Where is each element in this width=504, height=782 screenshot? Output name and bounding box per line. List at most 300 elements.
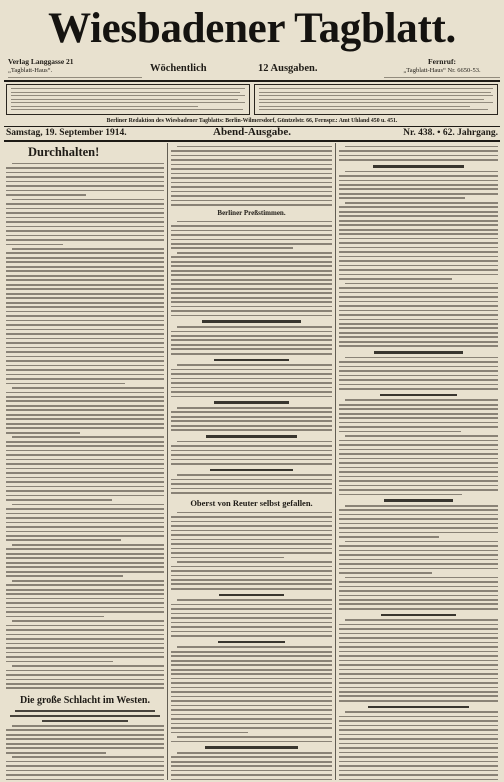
subheading bbox=[373, 165, 464, 168]
text-line bbox=[339, 599, 498, 601]
text-line bbox=[6, 490, 164, 492]
text-line bbox=[339, 729, 498, 731]
text-line bbox=[6, 369, 164, 371]
deck-line bbox=[15, 710, 156, 712]
text-line bbox=[6, 566, 164, 568]
text-line bbox=[339, 467, 498, 469]
text-line bbox=[171, 378, 332, 380]
text-line bbox=[6, 647, 164, 649]
text-line bbox=[171, 700, 332, 702]
text-line bbox=[12, 725, 164, 727]
text-line bbox=[339, 554, 498, 556]
text-line bbox=[6, 593, 164, 595]
text-line bbox=[177, 441, 332, 443]
text-line bbox=[171, 608, 332, 610]
text-line bbox=[339, 426, 498, 428]
text-line bbox=[6, 392, 164, 394]
text-line bbox=[6, 378, 164, 380]
subheading bbox=[218, 641, 286, 644]
text-line bbox=[6, 513, 164, 515]
text-line bbox=[339, 211, 498, 213]
text-line bbox=[339, 774, 498, 776]
text-line bbox=[339, 444, 498, 446]
text-line bbox=[339, 260, 498, 262]
text-line bbox=[339, 247, 498, 249]
text-line bbox=[6, 172, 164, 174]
text-line bbox=[6, 602, 164, 604]
text-line bbox=[339, 536, 439, 538]
text-line bbox=[339, 296, 498, 298]
text-line bbox=[171, 369, 332, 371]
text-line bbox=[339, 518, 498, 520]
text-line bbox=[171, 382, 332, 384]
text-line bbox=[345, 541, 498, 543]
text-line bbox=[6, 423, 164, 425]
text-line bbox=[171, 651, 332, 653]
text-line bbox=[6, 674, 164, 676]
issue-number: Nr. 438. • 62. Jahrgang. bbox=[403, 128, 498, 138]
text-line bbox=[339, 233, 498, 235]
text-line bbox=[6, 427, 164, 429]
text-line bbox=[339, 756, 498, 758]
text-line bbox=[339, 278, 452, 280]
text-line bbox=[339, 388, 498, 390]
text-line bbox=[6, 743, 164, 745]
text-line bbox=[339, 305, 498, 307]
text-line bbox=[339, 287, 498, 289]
text-line bbox=[339, 489, 498, 491]
text-line bbox=[345, 399, 498, 401]
text-line bbox=[171, 234, 332, 236]
text-line bbox=[171, 664, 332, 666]
text-line bbox=[171, 225, 332, 227]
text-line bbox=[171, 516, 332, 518]
text-line bbox=[339, 206, 498, 208]
text-line bbox=[6, 208, 164, 210]
text-line bbox=[171, 256, 332, 258]
text-line bbox=[6, 557, 164, 559]
text-line bbox=[171, 687, 332, 689]
text-line bbox=[339, 422, 498, 424]
subheading bbox=[205, 746, 298, 749]
text-line bbox=[345, 146, 498, 148]
text-line bbox=[339, 384, 498, 386]
text-line bbox=[6, 477, 164, 479]
text-line bbox=[339, 314, 498, 316]
text-line bbox=[171, 723, 332, 725]
text-line bbox=[339, 197, 465, 199]
publisher-address: Verlag Langgasse 21 bbox=[8, 57, 74, 66]
text-line bbox=[6, 284, 164, 286]
text-line bbox=[6, 235, 164, 237]
text-line bbox=[339, 319, 498, 321]
text-line bbox=[339, 453, 498, 455]
text-line bbox=[171, 727, 332, 729]
text-line bbox=[339, 581, 498, 583]
text-line bbox=[6, 463, 164, 465]
text-line bbox=[339, 752, 498, 754]
text-line bbox=[171, 204, 332, 206]
text-line bbox=[339, 523, 498, 525]
text-line bbox=[6, 531, 164, 533]
text-line bbox=[177, 561, 332, 563]
text-line bbox=[339, 449, 498, 451]
text-line bbox=[171, 631, 332, 633]
text-line bbox=[171, 570, 332, 572]
text-line bbox=[339, 664, 498, 666]
text-line bbox=[339, 514, 498, 516]
text-line bbox=[6, 190, 164, 192]
text-line bbox=[177, 407, 332, 409]
text-line bbox=[6, 607, 164, 609]
text-line bbox=[171, 243, 332, 245]
text-line bbox=[339, 413, 498, 415]
text-line bbox=[345, 711, 498, 713]
text-line bbox=[345, 505, 498, 507]
text-line bbox=[6, 535, 164, 537]
text-line bbox=[6, 374, 164, 376]
text-line bbox=[6, 365, 164, 367]
text-line bbox=[171, 297, 332, 299]
text-line bbox=[339, 274, 498, 276]
text-line bbox=[171, 454, 332, 456]
subheading bbox=[202, 320, 300, 323]
text-line bbox=[6, 288, 164, 290]
text-line bbox=[339, 691, 498, 693]
text-line bbox=[339, 242, 498, 244]
text-line bbox=[12, 163, 164, 165]
text-line bbox=[171, 566, 332, 568]
text-line bbox=[339, 761, 498, 763]
text-line bbox=[339, 550, 498, 552]
text-line bbox=[6, 481, 164, 483]
text-line bbox=[6, 679, 164, 681]
text-line bbox=[6, 329, 164, 331]
phone-number: „Tagblatt-Haus“ Nr. 6650-53. bbox=[403, 67, 481, 74]
text-line bbox=[171, 483, 332, 485]
text-line bbox=[171, 191, 332, 193]
text-line bbox=[12, 199, 164, 201]
text-line bbox=[345, 283, 498, 285]
text-line bbox=[6, 356, 164, 358]
text-line bbox=[6, 185, 164, 187]
text-line bbox=[339, 734, 498, 736]
text-line bbox=[6, 445, 164, 447]
text-line bbox=[6, 230, 164, 232]
text-line bbox=[171, 756, 332, 758]
text-line bbox=[6, 324, 164, 326]
text-line bbox=[171, 164, 332, 166]
text-line bbox=[171, 274, 332, 276]
text-line bbox=[339, 765, 498, 767]
text-line bbox=[6, 779, 164, 780]
text-line bbox=[6, 539, 121, 541]
column-2 bbox=[171, 143, 332, 780]
text-line bbox=[339, 743, 498, 745]
text-line bbox=[339, 159, 498, 161]
text-line bbox=[339, 462, 498, 464]
issue-date: Samstag, 19. September 1914. bbox=[6, 128, 127, 138]
text-line bbox=[6, 383, 125, 385]
text-line bbox=[6, 738, 164, 740]
text-line bbox=[6, 360, 164, 362]
text-line bbox=[171, 622, 332, 624]
text-line bbox=[171, 770, 332, 772]
text-line bbox=[6, 508, 164, 510]
text-line bbox=[339, 251, 498, 253]
text-line bbox=[6, 472, 164, 474]
text-line bbox=[339, 608, 498, 610]
frequency-count: 12 Ausgaben. bbox=[258, 63, 318, 74]
text-line bbox=[339, 532, 498, 534]
text-line bbox=[339, 725, 498, 727]
text-line bbox=[171, 761, 332, 763]
text-line bbox=[171, 353, 332, 355]
text-line bbox=[6, 306, 164, 308]
text-line bbox=[339, 624, 498, 626]
text-line bbox=[339, 224, 498, 226]
text-line bbox=[6, 761, 164, 763]
text-line bbox=[12, 580, 164, 582]
text-line bbox=[339, 590, 498, 592]
text-line bbox=[171, 429, 332, 431]
text-line bbox=[339, 603, 498, 605]
text-line bbox=[171, 588, 332, 590]
text-line bbox=[171, 270, 332, 272]
text-line bbox=[339, 150, 498, 152]
text-line bbox=[171, 552, 332, 554]
text-line bbox=[171, 150, 332, 152]
headline-oberst-von-reuter: Oberst von Reuter selbst gefallen. bbox=[190, 497, 313, 508]
text-line bbox=[339, 184, 498, 186]
text-line bbox=[339, 637, 498, 639]
column-1 bbox=[6, 143, 164, 780]
text-line bbox=[6, 203, 164, 205]
text-line bbox=[339, 301, 498, 303]
text-line bbox=[339, 779, 498, 780]
text-line bbox=[339, 256, 498, 258]
text-line bbox=[12, 387, 164, 389]
text-line bbox=[339, 370, 498, 372]
subheading bbox=[219, 594, 283, 597]
text-line bbox=[171, 691, 332, 693]
text-line bbox=[6, 752, 106, 754]
text-line bbox=[339, 417, 498, 419]
text-line bbox=[177, 326, 332, 328]
text-line bbox=[171, 288, 332, 290]
text-line bbox=[171, 301, 332, 303]
text-line bbox=[6, 643, 164, 645]
text-line bbox=[177, 221, 332, 223]
text-line bbox=[177, 474, 332, 476]
text-line bbox=[6, 297, 164, 299]
text-line bbox=[345, 435, 498, 437]
text-line bbox=[339, 345, 498, 347]
text-line bbox=[171, 159, 332, 161]
text-line bbox=[6, 571, 164, 573]
text-line bbox=[171, 459, 332, 461]
text-line bbox=[339, 229, 498, 231]
text-line bbox=[12, 436, 164, 438]
subheading bbox=[210, 469, 292, 472]
advertising-price-box bbox=[254, 84, 498, 115]
edition-label: Abend-Ausgabe. bbox=[213, 126, 291, 138]
text-line bbox=[339, 327, 498, 329]
text-line bbox=[339, 545, 498, 547]
text-line bbox=[339, 220, 498, 222]
text-line bbox=[6, 575, 123, 577]
text-line bbox=[171, 420, 332, 422]
deck-line bbox=[10, 715, 160, 717]
text-line bbox=[339, 563, 498, 565]
text-line bbox=[171, 387, 332, 389]
text-line bbox=[171, 557, 284, 559]
text-line bbox=[339, 310, 498, 312]
text-line bbox=[6, 432, 80, 434]
subheading bbox=[214, 401, 290, 404]
text-line bbox=[339, 332, 498, 334]
text-line bbox=[171, 391, 332, 393]
text-line bbox=[6, 486, 164, 488]
text-line bbox=[171, 732, 248, 734]
text-line bbox=[171, 168, 332, 170]
subheading bbox=[381, 614, 456, 617]
text-line bbox=[345, 619, 498, 621]
text-line bbox=[171, 583, 332, 585]
text-line bbox=[339, 180, 498, 182]
text-line bbox=[171, 774, 332, 776]
text-line bbox=[6, 338, 164, 340]
subheading bbox=[214, 359, 288, 362]
text-line bbox=[339, 586, 498, 588]
frequency-label: Wöchentlich bbox=[150, 63, 207, 74]
text-line bbox=[6, 616, 104, 618]
text-line bbox=[6, 611, 164, 613]
text-line bbox=[6, 409, 164, 411]
text-line bbox=[339, 379, 498, 381]
text-line bbox=[6, 333, 164, 335]
text-line bbox=[339, 673, 498, 675]
text-line bbox=[177, 646, 332, 648]
text-line bbox=[339, 188, 498, 190]
text-line bbox=[6, 217, 164, 219]
text-line bbox=[171, 548, 332, 550]
berlin-office-line: Berliner Redaktion des Wiesbadener Tagblatts: Berlin-Wilmersdorf, Güntzelstr. 66, Fernspr.: Amt Uhland 450 u. 451. bbox=[106, 118, 398, 124]
text-line bbox=[339, 375, 498, 377]
text-line bbox=[171, 348, 332, 350]
text-line bbox=[6, 311, 164, 313]
text-line bbox=[339, 695, 498, 697]
text-line bbox=[171, 705, 332, 707]
text-line bbox=[339, 646, 498, 648]
headline-grosse-schlacht: Die große Schlacht im Westen. bbox=[20, 695, 150, 707]
text-line bbox=[339, 238, 498, 240]
text-line bbox=[171, 617, 332, 619]
text-line bbox=[6, 176, 164, 178]
text-line bbox=[6, 747, 164, 749]
text-line bbox=[339, 480, 498, 482]
text-line bbox=[6, 517, 164, 519]
text-line bbox=[6, 629, 164, 631]
text-line bbox=[12, 504, 164, 506]
text-line bbox=[6, 181, 164, 183]
text-line bbox=[339, 404, 498, 406]
text-line bbox=[12, 620, 164, 622]
text-line bbox=[339, 269, 498, 271]
text-line bbox=[171, 331, 332, 333]
text-line bbox=[171, 279, 332, 281]
text-line bbox=[345, 202, 498, 204]
text-line bbox=[177, 752, 332, 754]
text-line bbox=[339, 509, 498, 511]
text-line bbox=[171, 445, 332, 447]
text-line bbox=[339, 678, 498, 680]
text-line bbox=[6, 526, 164, 528]
text-line bbox=[339, 720, 498, 722]
text-line bbox=[6, 450, 164, 452]
text-line bbox=[177, 736, 332, 738]
text-line bbox=[12, 248, 164, 250]
headline-durchhalten: Durchhalten! bbox=[28, 145, 100, 159]
text-line bbox=[177, 252, 332, 254]
text-line bbox=[339, 494, 462, 496]
text-line bbox=[339, 485, 498, 487]
text-line bbox=[339, 747, 498, 749]
text-line bbox=[339, 628, 498, 630]
text-line bbox=[177, 512, 332, 514]
text-line bbox=[171, 539, 332, 541]
text-line bbox=[171, 416, 332, 418]
text-line bbox=[171, 765, 332, 767]
text-line bbox=[339, 215, 498, 217]
text-line bbox=[6, 553, 164, 555]
text-line bbox=[6, 638, 164, 640]
text-line bbox=[171, 530, 332, 532]
text-line bbox=[171, 283, 332, 285]
text-line bbox=[339, 633, 498, 635]
text-line bbox=[171, 335, 332, 337]
text-line bbox=[339, 366, 498, 368]
text-line bbox=[339, 655, 498, 657]
text-line bbox=[171, 682, 332, 684]
text-line bbox=[171, 714, 332, 716]
text-line bbox=[6, 320, 164, 322]
text-line bbox=[339, 660, 498, 662]
text-line bbox=[339, 716, 498, 718]
text-line bbox=[339, 265, 498, 267]
text-line bbox=[6, 625, 164, 627]
text-line bbox=[6, 315, 164, 317]
text-line bbox=[339, 595, 498, 597]
text-line bbox=[6, 522, 164, 524]
subhead-berliner-pressstimmen: Berliner Preßstimmen. bbox=[217, 208, 286, 217]
text-line bbox=[339, 155, 498, 157]
text-line bbox=[171, 265, 332, 267]
text-line bbox=[171, 709, 332, 711]
text-line bbox=[171, 177, 332, 179]
subscription-price-box bbox=[6, 84, 250, 115]
column-divider bbox=[335, 143, 336, 780]
text-line bbox=[171, 479, 332, 481]
text-line bbox=[171, 673, 332, 675]
text-line bbox=[6, 459, 164, 461]
text-line bbox=[12, 544, 164, 546]
text-line bbox=[6, 414, 164, 416]
text-line bbox=[171, 186, 332, 188]
text-line bbox=[171, 463, 332, 465]
text-line bbox=[171, 604, 332, 606]
text-line bbox=[6, 687, 164, 689]
